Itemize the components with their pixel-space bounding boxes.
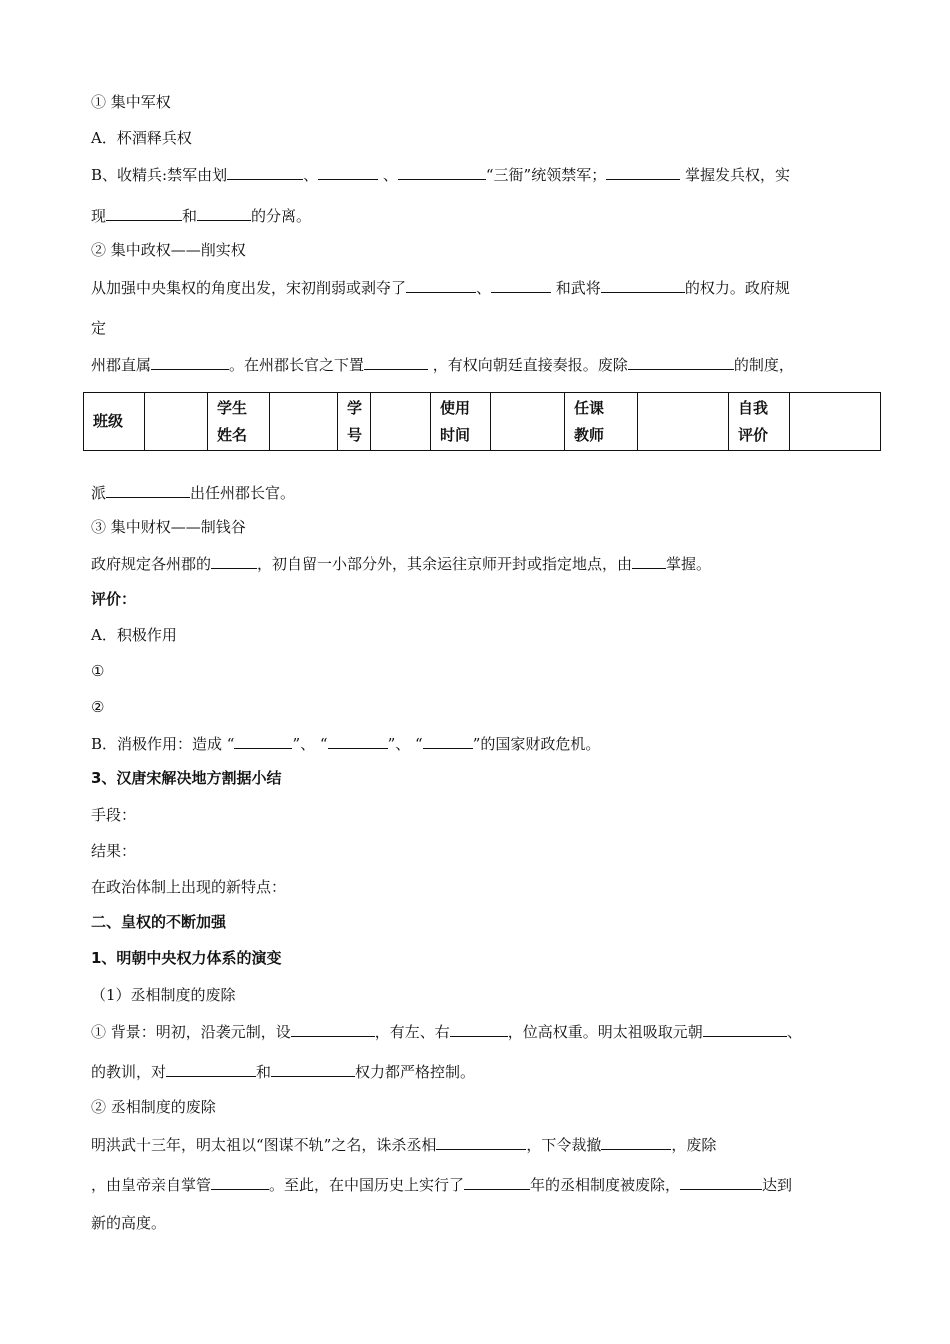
fill-line-background: ① 背景：明初，沿袭元制，设 ，有左、右 ，位高权重。明太祖吸取元朝 、 <box>91 1023 802 1041</box>
student-info-table <box>83 392 881 451</box>
class-label: 班级 <box>84 393 145 451</box>
blank-field[interactable] <box>166 1061 256 1077</box>
blank-field[interactable] <box>601 1134 671 1150</box>
blank-field[interactable] <box>227 164 303 180</box>
blank-field[interactable] <box>464 1174 530 1190</box>
blank-field[interactable] <box>606 164 680 180</box>
teacher-label: 任课 教师 <box>565 393 638 451</box>
text-result: 结果： <box>91 842 137 860</box>
fill-line-elite-troops: B、收精兵:禁军由划 、 、 “三衙”统领禁军； 掌握发兵权，实 <box>91 166 790 184</box>
blank-field[interactable] <box>106 205 182 221</box>
blank-field[interactable] <box>680 1174 762 1190</box>
blank-field[interactable] <box>491 277 551 293</box>
fill-line-hongwu: 明洪武十三年，明太祖以“图谋不轨”之名，诛杀丞相 ，下令裁撤 ，废除 <box>91 1136 717 1154</box>
section-heading-summary: 3、汉唐宋解决地方割据小结 <box>91 769 282 787</box>
heading-financial-power: ③ 集中财权——制钱谷 <box>91 518 246 536</box>
student-id-label: 学 号 <box>338 393 371 451</box>
fill-line-weaken: 从加强中央集权的角度出发，宋初削弱或剥夺了 、 和武将 的权力。政府规 <box>91 279 790 297</box>
student-name-value-cell[interactable] <box>270 393 338 451</box>
blank-field[interactable] <box>211 1174 269 1190</box>
blank-field[interactable] <box>364 354 428 370</box>
blank-field[interactable] <box>601 277 685 293</box>
blank-field[interactable] <box>197 205 251 221</box>
fill-line-revenue: 政府规定各州郡的 ，初自留一小部分外，其余运往京师开封或指定地点，由 掌握。 <box>91 555 712 573</box>
fill-line-lesson: 的教训，对 和 权力都严格控制。 <box>91 1063 476 1081</box>
teacher-value-cell[interactable] <box>638 393 729 451</box>
item-a-wine-cup: A．杯酒释兵权 <box>91 129 192 147</box>
blank-field[interactable] <box>632 553 666 569</box>
blank-field[interactable] <box>436 1134 526 1150</box>
self-eval-label: 自我 评价 <box>729 393 790 451</box>
blank-field[interactable] <box>406 277 476 293</box>
blank-field[interactable] <box>151 354 229 370</box>
item-circle-2: ② <box>91 698 105 716</box>
item-circle-1: ① <box>91 662 105 680</box>
fill-line-separation: 现 和 的分离。 <box>91 207 312 225</box>
self-eval-value-cell[interactable] <box>790 393 881 451</box>
blank-field[interactable] <box>398 164 486 180</box>
subheading-abolition: （1）丞相制度的废除 <box>91 986 236 1004</box>
text-means: 手段： <box>91 806 137 824</box>
blank-field[interactable] <box>291 1021 375 1037</box>
blank-field[interactable] <box>423 733 473 749</box>
blank-field[interactable] <box>271 1061 355 1077</box>
text-line: 定 <box>91 319 107 337</box>
student-id-value-cell[interactable] <box>371 393 431 451</box>
usage-time-value-cell[interactable] <box>491 393 565 451</box>
blank-field[interactable] <box>318 164 378 180</box>
usage-time-label: 使用 时间 <box>431 393 491 451</box>
heading-political-power: ② 集中政权——削实权 <box>91 241 246 259</box>
fill-line-prefecture: 州郡直属 。在州郡长官之下置 ，有权向朝廷直接奏报。废除 的制度， <box>91 356 794 374</box>
blank-field[interactable] <box>234 733 292 749</box>
heading-military-power: ① 集中军权 <box>91 93 171 111</box>
blank-field[interactable] <box>106 482 190 498</box>
blank-field[interactable] <box>450 1021 508 1037</box>
fill-line-negative: B．消极作用：造成 “ ”、 “ ”、 “ ”的国家财政危机。 <box>91 735 601 753</box>
fill-line-dispatch: 派 出任州郡长官。 <box>91 484 296 502</box>
evaluation-heading: 评价： <box>91 590 137 608</box>
blank-field[interactable] <box>703 1021 787 1037</box>
fill-line-emperor: ，由皇帝亲自掌管 。至此，在中国历史上实行了 年的丞相制度被废除， 达到 <box>91 1176 793 1194</box>
student-name-label: 学生 姓名 <box>208 393 270 451</box>
blank-field[interactable] <box>628 354 734 370</box>
section-heading-ming: 1、明朝中央权力体系的演变 <box>91 949 282 967</box>
text-new-height: 新的高度。 <box>91 1214 167 1232</box>
class-value-cell[interactable] <box>145 393 208 451</box>
blank-field[interactable] <box>211 553 257 569</box>
subheading-abolition-2: ② 丞相制度的废除 <box>91 1098 216 1116</box>
section-heading-imperial: 二、皇权的不断加强 <box>91 913 227 931</box>
blank-field[interactable] <box>328 733 388 749</box>
item-a-positive: A．积极作用 <box>91 626 177 644</box>
text-new-features: 在政治体制上出现的新特点： <box>91 878 287 896</box>
